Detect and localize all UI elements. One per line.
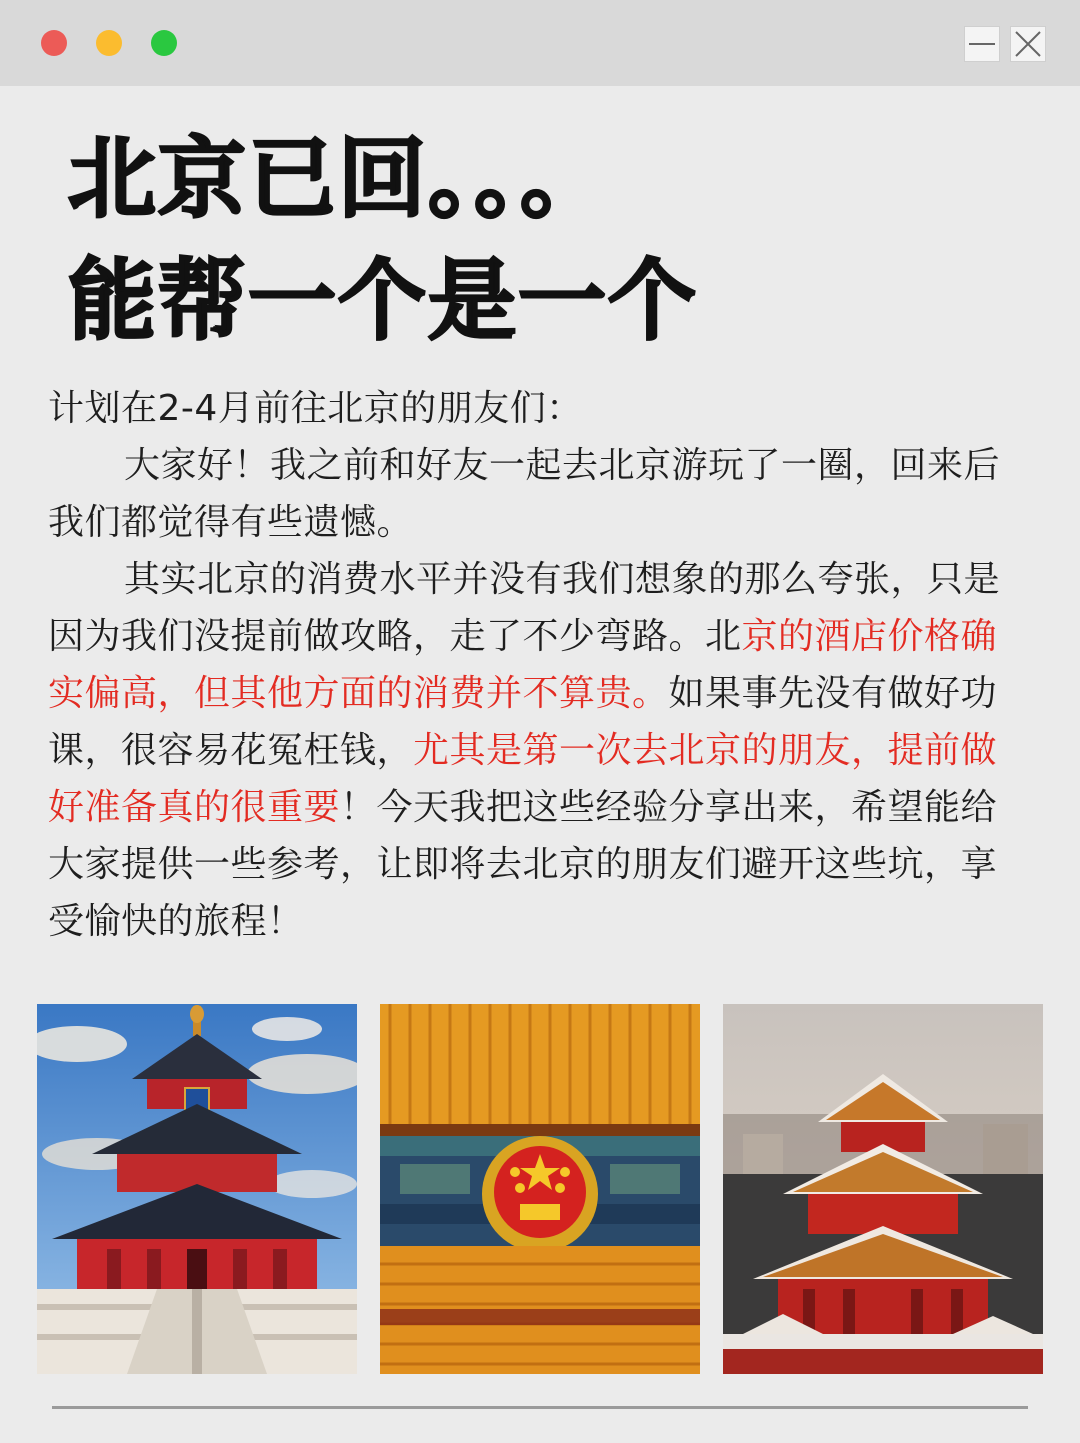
intro-paragraph: 大家好！我之前和好友一起去北京游玩了一圈，回来后我们都觉得有些遗憾。 xyxy=(48,445,1001,543)
greeting-line: 计划在2-4月前往北京的朋友们： xyxy=(48,388,583,429)
close-traffic-light[interactable] xyxy=(41,30,67,56)
tips-text-c: ！今天我把这些经验分享出来，希望能给大家提供一些参考，让即将去北京的朋友们避开这些坑，享受愉快的旅程！ xyxy=(48,787,998,942)
tips-text-a: 其实北京的消费水平并没有我们想象的那么夸张，只是因为我们没提前做攻略，走了不少弯路。北 xyxy=(48,559,1001,657)
highlight-first-visit: 尤其是第一次去北京的朋友，提前做好准备真的很重要 xyxy=(48,730,998,828)
photo-temple-of-heaven xyxy=(37,1004,357,1374)
page-title xyxy=(68,118,698,362)
highlight-hotel-price: 京的酒店价格确实偏高，但其他方面的消费并不算贵。 xyxy=(48,616,998,714)
article-body xyxy=(48,380,1028,950)
minimize-traffic-light[interactable] xyxy=(96,30,122,56)
bottom-divider xyxy=(52,1406,1028,1409)
photo-national-emblem xyxy=(380,1004,700,1374)
tips-paragraph xyxy=(48,551,1028,950)
title-bar xyxy=(0,0,1080,86)
minimize-icon xyxy=(965,27,999,61)
title-line-1: 北京已回。。。 xyxy=(68,127,611,230)
tips-text-b: 如果事先没有做好功课，很容易花冤枉钱， xyxy=(48,673,998,771)
close-icon xyxy=(1011,27,1045,61)
title-line-2: 能帮一个是一个 xyxy=(68,249,699,352)
photo-snowy-pavilion xyxy=(723,1004,1043,1374)
minimize-button[interactable] xyxy=(964,26,1000,62)
maximize-traffic-light[interactable] xyxy=(151,30,177,56)
close-button[interactable] xyxy=(1010,26,1046,62)
